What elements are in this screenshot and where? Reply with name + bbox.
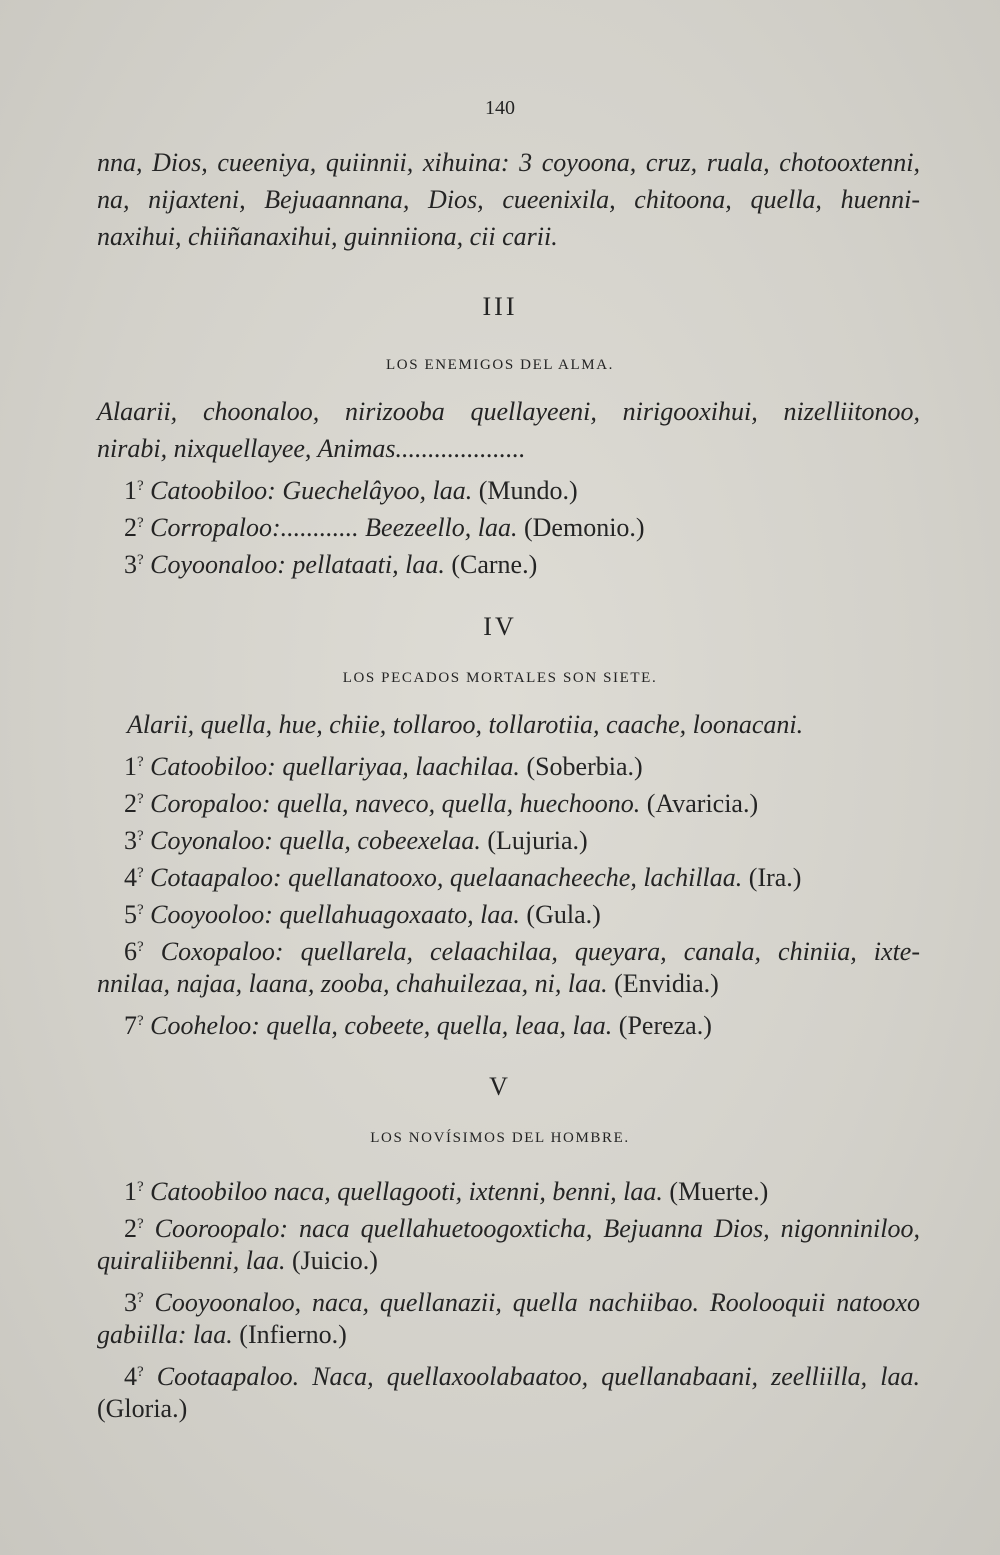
item-spanish-gloss: (Juicio.) [292,1246,378,1275]
item-number: 4? [124,1362,144,1391]
list-item [124,1172,768,1207]
item-spanish-gloss: (Envidia.) [614,969,719,998]
item-number: 3? [124,550,144,579]
list-item [124,1357,920,1392]
item-zapotec-text: quiraliibenni, laa. [97,1246,286,1275]
page-number: 140 [485,97,515,119]
list-item [124,1006,712,1041]
list-item-continuation [97,1394,187,1424]
list-item [124,471,578,506]
intro-line-3 [97,222,558,252]
item-zapotec-text: Coyoonaloo: pellataati, laa. [150,550,445,579]
intro-text-3: naxihui, chiiñanaxihui, guinniiona, cii carii. [97,222,558,251]
item-zapotec-text: Catoobiloo: Guechelâyoo, laa. [150,476,473,505]
item-number: 3? [124,1288,144,1317]
item-number: 1? [124,752,144,781]
item-number: 2? [124,789,144,818]
item-number: 1? [124,1177,144,1206]
item-zapotec-text: Cooroopalo: naca quellahuetoogoxticha, Bejuanna Dios, nigonniniloo, [154,1214,920,1243]
list-item [124,1209,920,1244]
item-spanish-gloss: (Mundo.) [478,476,578,505]
item-spanish-gloss: (Gula.) [526,900,601,929]
intro-line-2 [97,185,920,215]
item-zapotec-text: Cooyooloo: quellahuagoxaato, laa. [150,900,520,929]
item-number: 1? [124,476,144,505]
item-zapotec-text: Coxopaloo: quellarela, celaachilaa, queyara, canala, chiniia, ixte- [160,937,920,966]
item-zapotec-text: Corropaloo:............ Beezeello, laa. [150,513,518,542]
section-5-heading: LOS NOVÍSIMOS DEL HOMBRE. [370,1130,630,1146]
item-number: 7? [124,1011,144,1040]
list-item [124,508,645,543]
list-item [124,932,920,967]
intro-line-1 [97,148,920,178]
section-4-intro-text: Alarii, quella, hue, chiie, tollaroo, tollarotiia, caache, loonacani. [127,710,804,739]
item-spanish-gloss: (Demonio.) [524,513,645,542]
section-3-heading: LOS ENEMIGOS DEL ALMA. [386,357,614,373]
item-spanish-gloss: (Muerte.) [669,1177,769,1206]
list-item [124,858,801,893]
item-number: 5? [124,900,144,929]
item-spanish-gloss: (Pereza.) [618,1011,712,1040]
item-zapotec-text: Cooheloo: quella, cobeete, quella, leaa, laa. [150,1011,613,1040]
item-spanish-gloss: (Gloria.) [97,1394,188,1423]
item-number: 6? [124,937,144,966]
section-5-numeral: V [489,1072,511,1101]
item-zapotec-text: gabiilla: laa. [97,1320,233,1349]
list-item [124,747,643,782]
item-spanish-gloss: (Soberbia.) [526,752,643,781]
section-4-heading: LOS PECADOS MORTALES SON SIETE. [342,670,658,686]
item-number: 2? [124,1214,144,1243]
list-item [124,895,601,930]
item-zapotec-text: Cotaapaloo: quellanatooxo, quelaanacheeche, lachillaa. [150,863,743,892]
intro-text-1: nna, Dios, cueeniya, quiinnii, xihuina: 3 coyoona, cruz, ruala, chotooxtenni, [97,148,920,177]
item-zapotec-text: nnilaa, najaa, laana, zooba, chahuilezaa, ni, laa. [97,969,608,998]
section-3-intro-line-1 [97,397,920,427]
item-number: 2? [124,513,144,542]
item-zapotec-text: Coyonaloo: quella, cobeexelaa. [150,826,481,855]
section-3-intro-text-2: nirabi, nixquellayee, Animas.................... [97,434,526,463]
list-item-continuation [97,1246,378,1276]
section-4-intro [127,710,803,740]
section-3-intro-text-1: Alaarii, choonaloo, nirizooba quellayeeni, nirigooxihui, nizelliitonoo, [97,397,920,426]
item-zapotec-text: Catoobiloo naca, quellagooti, ixtenni, benni, laa. [150,1177,663,1206]
list-item [124,545,537,580]
list-item [124,784,758,819]
item-spanish-gloss: (Infierno.) [239,1320,347,1349]
item-zapotec-text: Cooyoonaloo, naca, quellanazii, quella nachiibao. Roolooquii natooxo [154,1288,921,1317]
list-item-continuation [97,969,719,999]
section-3-numeral: III [482,292,518,321]
item-spanish-gloss: (Carne.) [451,550,538,579]
item-number: 3? [124,826,144,855]
item-number: 4? [124,863,144,892]
item-spanish-gloss: (Lujuria.) [487,826,588,855]
section-4-numeral: IV [483,612,517,641]
item-zapotec-text: Cootaapaloo. Naca, quellaxoolabaatoo, quellanabaani, zeelliilla, laa. [156,1362,921,1391]
list-item [124,821,588,856]
item-spanish-gloss: (Ira.) [748,863,802,892]
intro-text-2: na, nijaxteni, Bejuaannana, Dios, cueenixila, chitoona, quella, huenni- [97,185,920,214]
list-item-continuation [97,1320,347,1350]
list-item [124,1283,920,1318]
section-3-intro-line-2 [97,434,525,464]
item-spanish-gloss: (Avaricia.) [646,789,759,818]
item-zapotec-text: Coropaloo: quella, naveco, quella, huechoono. [150,789,641,818]
item-zapotec-text: Catoobiloo: quellariyaa, laachilaa. [150,752,520,781]
